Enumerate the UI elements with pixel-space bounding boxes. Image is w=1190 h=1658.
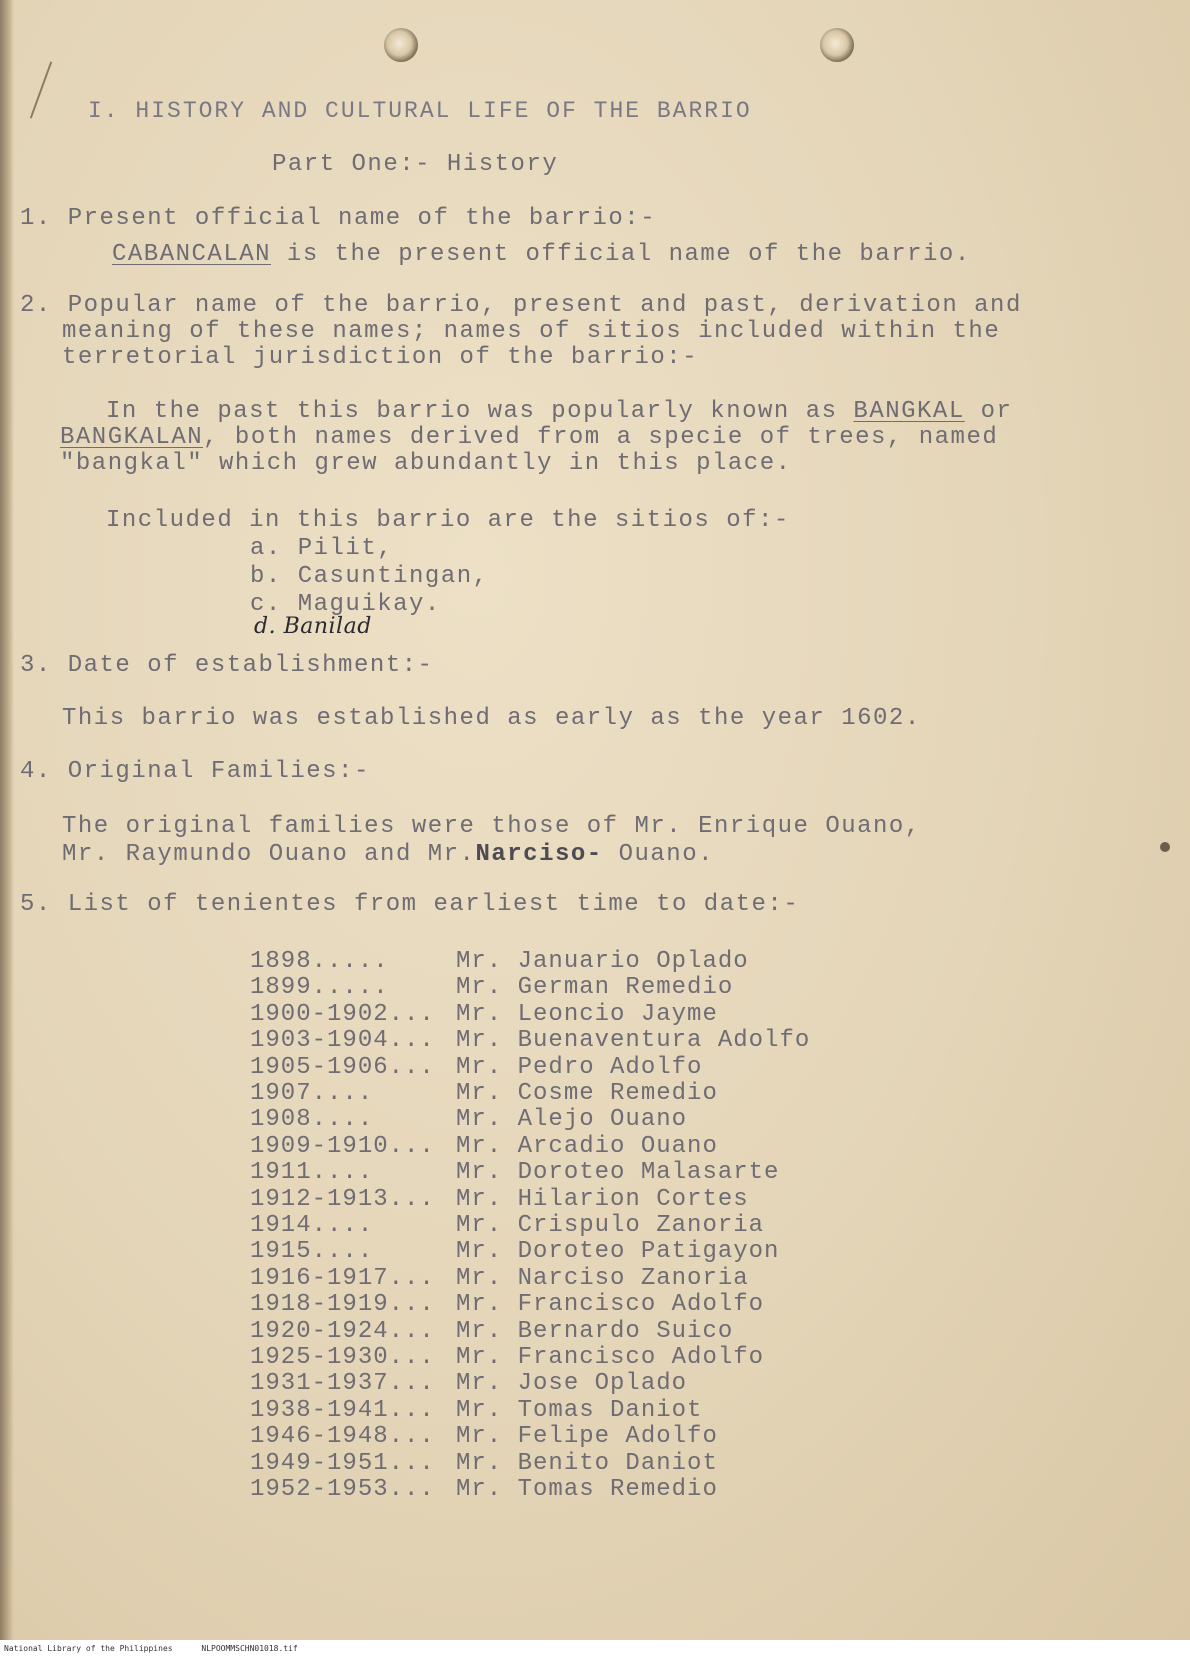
q5-label: 5. List of tenientes from earliest time to date:- bbox=[20, 891, 800, 918]
footer-library: National Library of the Philippines bbox=[4, 1644, 173, 1653]
pen-mark bbox=[30, 61, 52, 118]
teniente-years: 1916-1917... bbox=[250, 1264, 435, 1292]
teniente-name: Mr. Doroteo Patigayon bbox=[456, 1238, 780, 1266]
q3-label: 3. Date of establishment:- bbox=[20, 652, 434, 679]
teniente-name: Mr. German Remedio bbox=[456, 974, 734, 1002]
teniente-years: 1931-1937... bbox=[250, 1370, 435, 1398]
page-edge-shadow bbox=[0, 0, 14, 1640]
q2-label-line3: terretorial jurisdiction of the barrio:- bbox=[62, 344, 699, 371]
teniente-name: Mr. Pedro Adolfo bbox=[456, 1053, 703, 1081]
teniente-name: Mr. Hilarion Cortes bbox=[456, 1185, 749, 1213]
ink-spot bbox=[1160, 842, 1170, 852]
q2-para-line1 bbox=[106, 400, 1012, 424]
q2-label-line2: meaning of these names; names of sitios included within the bbox=[62, 318, 1001, 345]
teniente-years: 1920-1924... bbox=[250, 1317, 435, 1345]
footer-file: NLPOOMMSCHN01018.tif bbox=[201, 1644, 298, 1653]
q2-para-line1-end: or bbox=[964, 398, 1013, 425]
teniente-years: 1946-1948... bbox=[250, 1423, 435, 1451]
teniente-years: 1918-1919... bbox=[250, 1291, 435, 1319]
teniente-years: 1900-1902... bbox=[250, 1000, 435, 1028]
teniente-years: 1912-1913... bbox=[250, 1185, 435, 1213]
teniente-years: 1903-1904... bbox=[250, 1027, 435, 1055]
teniente-years: 1914.... bbox=[250, 1212, 374, 1239]
sitio-item: c. Maguikay. bbox=[250, 591, 441, 618]
q1-answer bbox=[112, 243, 971, 267]
teniente-years: 1899..... bbox=[250, 974, 389, 1002]
q2-label-line1: 2. Popular name of the barrio, present and past, derivation and bbox=[20, 292, 1022, 319]
q4-answer-line1: The original families were those of Mr. Enrique Ouano, bbox=[62, 813, 921, 840]
teniente-years: 1909-1910... bbox=[250, 1132, 435, 1160]
q1-label: 1. Present official name of the barrio:- bbox=[20, 205, 657, 232]
teniente-years: 1905-1906... bbox=[250, 1053, 435, 1081]
teniente-name: Mr. Crispulo Zanoria bbox=[456, 1212, 765, 1239]
teniente-name: Mr. Arcadio Ouano bbox=[456, 1132, 718, 1160]
q1-answer-rest: is the present official name of the barrio. bbox=[271, 241, 971, 268]
teniente-name: Mr. Francisco Adolfo bbox=[456, 1344, 765, 1371]
part-subtitle: Part One:- History bbox=[272, 151, 559, 178]
name-bangkalan: BANGKALAN bbox=[60, 424, 204, 451]
teniente-years: 1911.... bbox=[250, 1159, 374, 1187]
sitio-handwritten: d. Banilad bbox=[254, 614, 372, 639]
teniente-name: Mr. Doroteo Malasarte bbox=[456, 1159, 780, 1187]
punch-hole-right bbox=[820, 28, 854, 62]
teniente-years: 1952-1953... bbox=[250, 1476, 435, 1503]
q4-label: 4. Original Families:- bbox=[20, 758, 370, 785]
teniente-years: 1898..... bbox=[250, 948, 389, 975]
q4-answer-line2-text: Mr. Raymundo Ouano and Mr. bbox=[62, 841, 476, 868]
q4-answer-line2-end: Ouano. bbox=[602, 841, 715, 868]
teniente-name: Mr. Francisco Adolfo bbox=[456, 1291, 765, 1319]
punch-hole-left bbox=[384, 28, 418, 62]
teniente-name: Mr. Tomas Daniot bbox=[456, 1396, 703, 1424]
teniente-name: Mr. Jose Oplado bbox=[456, 1370, 688, 1398]
q4-answer-line2 bbox=[62, 843, 714, 867]
scan-footer bbox=[0, 1640, 1190, 1658]
teniente-name: Mr. Benito Daniot bbox=[456, 1449, 718, 1477]
teniente-years: 1925-1930... bbox=[250, 1344, 435, 1371]
barrio-name: CABANCALAN bbox=[112, 241, 272, 268]
name-bangkal: BANGKAL bbox=[853, 398, 965, 425]
teniente-name: Mr. Januario Oplado bbox=[456, 948, 749, 975]
teniente-name: Mr. Leoncio Jayme bbox=[456, 1000, 718, 1028]
q2-para-line2 bbox=[60, 426, 998, 450]
teniente-years: 1907.... bbox=[250, 1080, 374, 1107]
teniente-name: Mr. Alejo Ouano bbox=[456, 1106, 688, 1134]
teniente-name: Mr. Felipe Adolfo bbox=[456, 1423, 718, 1451]
q2-para-line1-text: In the past this barrio was popularly known as bbox=[106, 398, 854, 425]
q3-answer: This barrio was established as early as the year 1602. bbox=[62, 705, 921, 732]
typed-correction: Narciso- bbox=[475, 841, 603, 868]
sitios-intro: Included in this barrio are the sitios of:- bbox=[106, 507, 790, 534]
q2-para-line2-text: , both names derived from a specie of trees, named bbox=[203, 424, 999, 451]
teniente-name: Mr. Bernardo Suico bbox=[456, 1317, 734, 1345]
teniente-name: Mr. Narciso Zanoria bbox=[456, 1264, 749, 1292]
document-title: I. HISTORY AND CULTURAL LIFE OF THE BARRIO bbox=[88, 98, 752, 124]
sitio-item: a. Pilit, bbox=[250, 535, 394, 562]
teniente-years: 1938-1941... bbox=[250, 1396, 435, 1424]
teniente-years: 1915.... bbox=[250, 1238, 374, 1266]
teniente-years: 1949-1951... bbox=[250, 1449, 435, 1477]
teniente-years: 1908.... bbox=[250, 1106, 374, 1134]
q2-para-line3: "bangkal" which grew abundantly in this place. bbox=[60, 450, 792, 477]
teniente-name: Mr. Cosme Remedio bbox=[456, 1080, 718, 1107]
teniente-name: Mr. Tomas Remedio bbox=[456, 1476, 718, 1503]
sitio-item: b. Casuntingan, bbox=[250, 563, 489, 590]
teniente-name: Mr. Buenaventura Adolfo bbox=[456, 1027, 811, 1055]
